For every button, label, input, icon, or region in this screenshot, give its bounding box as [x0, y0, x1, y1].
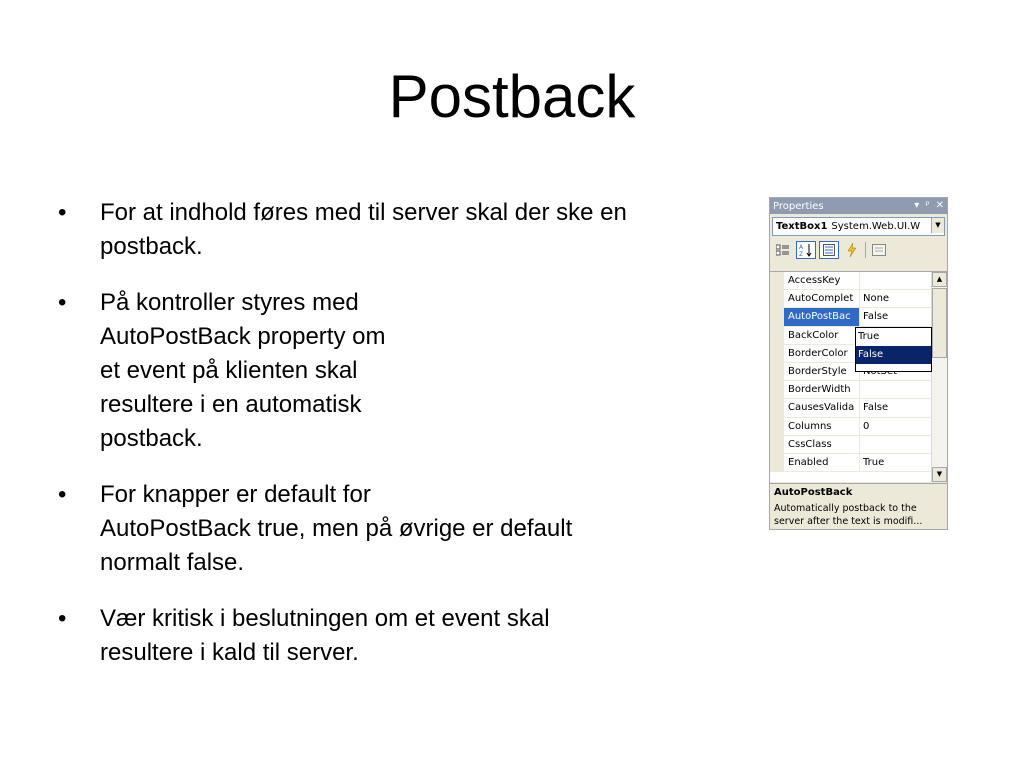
scroll-thumb[interactable] [932, 288, 947, 358]
slide-title: Postback [388, 63, 636, 130]
bullet-text: For at indhold føres med til server skal der ske en postback. [100, 199, 627, 260]
categorized-icon[interactable] [773, 241, 793, 259]
vertical-scrollbar[interactable] [931, 272, 947, 482]
property-value[interactable]: None [863, 293, 890, 305]
properties-icon[interactable] [819, 241, 839, 259]
property-name: CausesValida [784, 399, 860, 416]
property-row[interactable] [770, 454, 947, 472]
bullet-dot: • [58, 289, 67, 316]
toolbar-separator [865, 242, 866, 258]
properties-title-bar [770, 198, 947, 214]
bullet-item [58, 196, 748, 264]
bullet-dot: • [58, 199, 67, 226]
events-icon[interactable] [842, 241, 862, 259]
property-name: AccessKey [784, 272, 860, 289]
bullet-text: Vær kritisk i beslutningen om et event skal resultere i kald til server. [100, 605, 550, 666]
property-name: AutoPostBac [784, 308, 860, 325]
description-title: AutoPostBack [774, 487, 853, 498]
property-value[interactable]: 0 [863, 420, 870, 432]
property-value[interactable]: False [863, 402, 889, 414]
window-position-icon[interactable]: ▾ [914, 200, 920, 211]
svg-text:Z: Z [799, 251, 804, 257]
property-row[interactable] [770, 272, 947, 290]
property-name: AutoComplet [784, 290, 860, 307]
dropdown-option-false[interactable]: False [856, 346, 931, 364]
bullet-dot: • [58, 605, 67, 632]
property-name: Enabled [784, 454, 860, 471]
property-name: BorderWidth [784, 381, 860, 398]
object-selector[interactable] [772, 217, 945, 236]
value-dropdown-list[interactable] [855, 327, 932, 372]
chevron-down-icon[interactable]: ▼ [931, 218, 944, 233]
alphabetical-icon[interactable] [796, 241, 816, 259]
property-row[interactable] [770, 436, 947, 454]
property-row[interactable] [770, 399, 947, 417]
description-text: Automatically postback to the server after the text is modifi... [774, 503, 923, 527]
properties-toolbar [770, 239, 947, 261]
properties-title: Properties [773, 200, 824, 212]
close-icon[interactable]: ✕ [935, 200, 944, 211]
object-type: System.Web.UI.W [831, 221, 921, 232]
property-row[interactable] [770, 290, 947, 308]
property-name: BorderStyle [784, 363, 860, 380]
bullet-text: På kontroller styres med AutoPostBack property om et event på klienten skal resultere i en automatisk postback. [100, 289, 386, 452]
property-name: BackColor [784, 327, 860, 344]
property-row-selected[interactable] [770, 308, 947, 326]
property-value[interactable]: True [863, 456, 885, 468]
scroll-down-icon[interactable]: ▼ [932, 467, 947, 482]
property-name: Columns [784, 418, 860, 435]
svg-text:A: A [799, 244, 804, 251]
title-controls [914, 199, 944, 213]
description-pane [770, 483, 947, 529]
bullet-list [58, 196, 748, 692]
property-grid [770, 271, 947, 482]
object-name: TextBox1 [776, 221, 828, 232]
pin-icon[interactable]: ᵖ [925, 200, 930, 211]
dropdown-option-true[interactable]: True [858, 331, 880, 342]
property-name: BorderColor [784, 345, 860, 362]
property-row[interactable] [770, 381, 947, 399]
property-pages-icon[interactable] [869, 241, 889, 259]
bullet-item [58, 478, 748, 580]
property-value-text: False [863, 311, 889, 323]
bullet-item [58, 286, 748, 456]
bullet-item [58, 602, 748, 670]
scroll-up-icon[interactable]: ▲ [932, 272, 947, 287]
properties-panel [769, 197, 948, 530]
bullet-dot: • [58, 481, 67, 508]
property-row[interactable] [770, 418, 947, 436]
property-name: CssClass [784, 436, 860, 453]
bullet-text: For knapper er default for AutoPostBack true, men på øvrige er default normalt false. [100, 481, 573, 576]
